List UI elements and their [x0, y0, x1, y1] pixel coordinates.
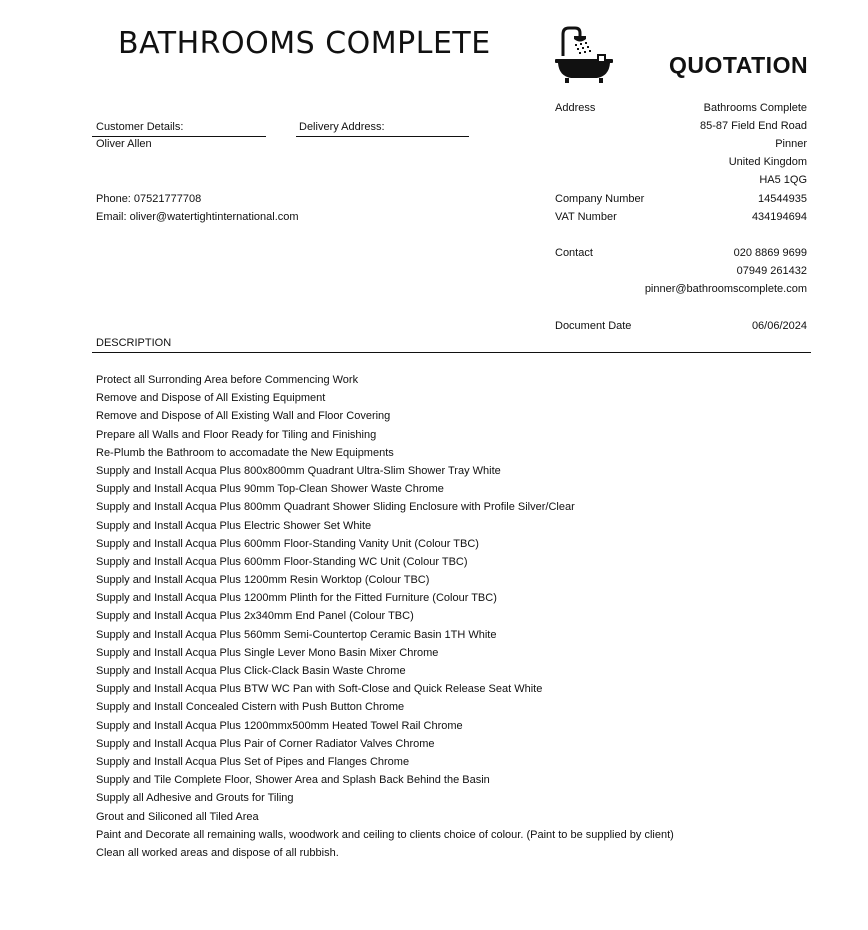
list-item: Prepare all Walls and Floor Ready for Tiling and Finishing: [96, 428, 377, 441]
address-line: 85-87 Field End Road: [699, 120, 807, 132]
list-item: Supply and Install Acqua Plus 800x800mm Quadrant Ultra-Slim Shower Tray White: [96, 464, 501, 477]
list-item: Supply and Install Acqua Plus 2x340mm End Panel (Colour TBC): [96, 610, 414, 623]
company-number-value: 14544935: [758, 193, 807, 205]
list-item: Supply and Install Acqua Plus 1200mmx500mm Heated Towel Rail Chrome: [96, 719, 463, 732]
list-item: Supply and Tile Complete Floor, Shower Area and Splash Back Behind the Basin: [96, 774, 490, 787]
address-line: Pinner: [775, 138, 807, 150]
customer-email: Email: oliver@watertightinternational.com: [96, 211, 299, 223]
list-item: Supply and Install Concealed Cistern with Push Button Chrome: [96, 701, 405, 714]
list-item: Grout and Siliconed all Tiled Area: [96, 810, 259, 823]
customer-name: Oliver Allen: [96, 138, 152, 150]
list-item: Paint and Decorate all remaining walls, woodwork and ceiling to clients choice of colour. (Paint to be supplied by client): [96, 828, 674, 841]
list-item: Supply and Install Acqua Plus 1200mm Plinth for the Fitted Furniture (Colour TBC): [96, 592, 497, 605]
address-value-block: [600, 99, 807, 189]
contact-email: pinner@bathroomscomplete.com: [644, 283, 807, 295]
bathtub-shower-icon: [553, 26, 617, 86]
description-heading: DESCRIPTION: [96, 337, 172, 349]
delivery-address-label-text: Delivery Address:: [299, 121, 385, 133]
description-divider: [92, 352, 811, 353]
list-item: Supply and Install Acqua Plus Electric Shower Set White: [96, 519, 372, 532]
list-item: Supply and Install Acqua Plus BTW WC Pan with Soft-Close and Quick Release Seat White: [96, 683, 543, 696]
list-item: Remove and Dispose of All Existing Equipment: [96, 392, 326, 405]
list-item: Supply and Install Acqua Plus 800mm Quadrant Shower Sliding Enclosure with Profile Silver/Clear: [96, 501, 575, 514]
list-item: Protect all Surronding Area before Commencing Work: [96, 374, 359, 386]
company-title: BATHROOMS COMPLETE: [118, 26, 491, 61]
list-item: Supply and Install Acqua Plus Set of Pipes and Flanges Chrome: [96, 755, 410, 768]
address-line: HA5 1QG: [759, 174, 807, 186]
address-line: Bathrooms Complete: [703, 102, 807, 114]
list-item: Clean all worked areas and dispose of all rubbish.: [96, 846, 339, 859]
list-item: Supply and Install Acqua Plus 600mm Floor-Standing Vanity Unit (Colour TBC): [96, 537, 479, 550]
list-item: Remove and Dispose of All Existing Wall and Floor Covering: [96, 410, 391, 423]
list-item: Supply and Install Acqua Plus 1200mm Resin Worktop (Colour TBC): [96, 574, 430, 587]
company-number-label: Company Number: [555, 193, 645, 205]
description-list: [96, 371, 674, 862]
customer-phone: Phone: 07521777708: [96, 193, 202, 205]
contact-label: Contact: [555, 247, 593, 259]
list-item: Supply and Install Acqua Plus 90mm Top-Clean Shower Waste Chrome: [96, 483, 444, 496]
list-item: Supply and Install Acqua Plus Pair of Corner Radiator Valves Chrome: [96, 737, 435, 750]
customer-details-label-text: Customer Details:: [96, 121, 184, 133]
address-label: Address: [555, 102, 596, 114]
address-line: United Kingdom: [728, 156, 807, 168]
contact-phone: 020 8869 9699: [733, 247, 807, 259]
vat-number-label: VAT Number: [555, 211, 617, 223]
list-item: Supply and Install Acqua Plus 600mm Floor-Standing WC Unit (Colour TBC): [96, 555, 468, 568]
list-item: Supply and Install Acqua Plus Click-Clack Basin Waste Chrome: [96, 665, 406, 677]
list-item: Supply and Install Acqua Plus Single Lever Mono Basin Mixer Chrome: [96, 646, 439, 659]
vat-number-value: 434194694: [751, 211, 807, 223]
list-item: Re-Plumb the Bathroom to accomadate the New Equipments: [96, 446, 394, 459]
document-date-value: 06/06/2024: [751, 320, 807, 332]
delivery-address-label: [296, 118, 469, 137]
contact-mobile: 07949 261432: [736, 265, 807, 277]
list-item: Supply and Install Acqua Plus 560mm Semi-Countertop Ceramic Basin 1TH White: [96, 628, 497, 641]
contact-value-block: [600, 244, 807, 298]
list-item: Supply all Adhesive and Grouts for Tiling: [96, 792, 294, 805]
document-title: QUOTATION: [669, 52, 809, 78]
document-date-label: Document Date: [555, 320, 632, 332]
